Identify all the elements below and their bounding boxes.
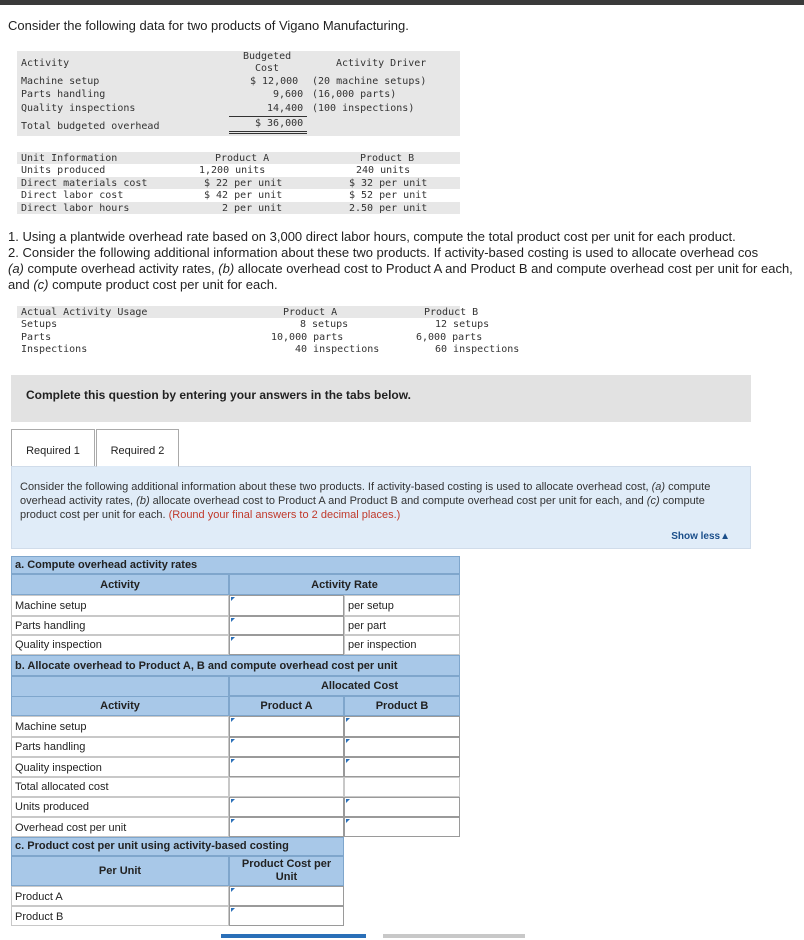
section-c-col-cost: [229, 856, 344, 886]
budget-total-double-rule-1: [229, 131, 307, 132]
section-c-title: c. Product cost per unit using activity-based costing: [11, 837, 344, 856]
alloc-row-label: Quality inspection: [11, 757, 229, 777]
usage-row-a: 10,000 parts: [271, 332, 344, 343]
budget-header-driver: Activity Driver: [336, 58, 427, 69]
rate-input-parts-handling[interactable]: [229, 616, 344, 635]
cost-input-product-b[interactable]: [229, 906, 344, 926]
usage-row-b: 60 inspections: [435, 344, 520, 355]
intro-text: Consider the following data for two products of Vigano Manufacturing.: [8, 18, 409, 33]
question-2-a: (a): [8, 261, 24, 276]
section-a-col-activity: Activity: [11, 574, 229, 595]
section-a-col-rate: Activity Rate: [229, 574, 460, 595]
unit-row-label: Direct materials cost: [21, 178, 148, 189]
budget-total-value: $ 36,000: [255, 118, 304, 129]
question-2: [8, 245, 804, 293]
instruction-b: (b): [136, 495, 150, 507]
rate-input-quality-inspection[interactable]: [229, 635, 344, 655]
unit-header-label: Unit Information: [21, 153, 118, 164]
question-2-a-text: compute overhead activity rates,: [23, 261, 219, 276]
section-b-allocated-cost: Allocated Cost: [229, 676, 460, 696]
question-1: 1. Using a plantwide overhead rate based on 3,000 direct labor hours, compute the total product cost per unit for each product.: [8, 229, 736, 244]
alloc-input-a-units-produced[interactable]: [229, 797, 344, 817]
budget-total-double-rule-2: [229, 133, 307, 134]
tab-required-1[interactable]: Required 1: [11, 429, 95, 467]
budget-row-cost: $ 12,000: [250, 76, 299, 87]
usage-header-a: Product A: [283, 307, 338, 318]
unit-header-b: Product B: [360, 153, 415, 164]
usage-row-b: 6,000 parts: [416, 332, 483, 343]
usage-header-label: Actual Activity Usage: [21, 307, 148, 318]
alloc-input-b-units-produced[interactable]: [344, 797, 460, 817]
question-2-main: 2. Consider the following additional information about these two products. If activity-based costing is used to allocate overhead cos: [8, 245, 759, 260]
complete-prompt-text: Complete this question by entering your answers in the tabs below.: [26, 388, 411, 402]
rounding-note: (Round your final answers to 2 decimal places.): [168, 509, 401, 521]
cost-row-label: Product A: [11, 886, 229, 906]
usage-header-b: Product B: [424, 307, 479, 318]
alloc-input-b-parts-handling[interactable]: [344, 737, 460, 757]
budget-total-rule: [229, 116, 307, 117]
next-button-edge[interactable]: [383, 934, 525, 938]
unit-row-label: Direct labor hours: [21, 203, 130, 214]
alloc-input-a-quality-inspection[interactable]: [229, 757, 344, 777]
section-b-col-b: Product B: [344, 696, 460, 716]
tab-required-2[interactable]: Required 2: [96, 429, 179, 467]
alloc-row-label: Parts handling: [11, 737, 229, 757]
section-c-col-cost-line1: Product Cost per: [241, 858, 332, 870]
instruction-c-text: compute product cost per unit for each.: [20, 495, 705, 521]
usage-row-label: Parts: [21, 332, 52, 343]
rate-input-machine-setup[interactable]: [229, 595, 344, 616]
alloc-row-label: Total allocated cost: [11, 777, 229, 797]
budget-total-label: Total budgeted overhead: [21, 121, 160, 132]
unit-row-label: Direct labor cost: [21, 190, 124, 201]
budget-header-activity: Activity: [21, 58, 70, 69]
usage-row-label: Setups: [21, 319, 58, 330]
unit-row-b: $ 52 per unit: [349, 190, 428, 201]
cost-row-label: Product B: [11, 906, 229, 926]
question-2-c-text: compute product cost per unit for each.: [48, 277, 278, 292]
section-a-title: a. Compute overhead activity rates: [11, 556, 460, 574]
unit-row-b: 240 units: [356, 165, 411, 176]
instruction-b-text: allocate overhead cost to Product A and Product B and compute overhead cost per unit for each, and: [149, 495, 647, 507]
question-2-c: (c): [33, 277, 49, 292]
instruction-a-text: compute overhead activity rates,: [20, 481, 711, 507]
budget-row-activity: Parts handling: [21, 89, 106, 100]
instruction-pre: Consider the following additional information about these two products. If activity-based costing is used to allocate overhead cost,: [20, 481, 652, 493]
instruction-c: (c): [646, 495, 660, 507]
instruction-panel: [11, 466, 751, 549]
alloc-total-a: [229, 777, 344, 797]
budget-row-activity: Machine setup: [21, 76, 100, 87]
alloc-total-b: [344, 777, 460, 797]
show-less-link[interactable]: Show less▲: [671, 531, 730, 542]
alloc-row-label: Overhead cost per unit: [11, 817, 229, 837]
alloc-row-label: Units produced: [11, 797, 229, 817]
section-c-col-per-unit: Per Unit: [11, 856, 229, 886]
budget-row-driver: (16,000 parts): [312, 89, 397, 100]
top-bar: [0, 0, 804, 5]
alloc-input-a-overhead-per-unit[interactable]: [229, 817, 344, 837]
question-2-b-text: allocate overhead cost to Product A and Product B and compute overhead cost per unit for each, and: [8, 261, 793, 292]
budget-row-driver: (20 machine setups): [312, 76, 427, 87]
section-c-col-cost-line2: Unit: [275, 871, 298, 883]
unit-row-b: $ 32 per unit: [349, 178, 428, 189]
unit-row-a: $ 42 per unit: [204, 190, 283, 201]
unit-header-a: Product A: [215, 153, 270, 164]
rate-unit: per inspection: [344, 635, 460, 655]
unit-row-a: $ 22 per unit: [204, 178, 283, 189]
budget-header-cost-1: Budgeted: [243, 51, 292, 62]
alloc-row-label: Machine setup: [11, 716, 229, 737]
usage-row-a: 8 setups: [300, 319, 349, 330]
instruction-text: [20, 480, 740, 522]
section-b-title: b. Allocate overhead to Product A, B and compute overhead cost per unit: [11, 655, 460, 676]
rate-row-label: Machine setup: [11, 595, 229, 616]
budget-row-driver: (100 inspections): [312, 103, 415, 114]
section-b-col-a: Product A: [229, 696, 344, 716]
rate-unit: per setup: [344, 595, 460, 616]
budget-row-activity: Quality inspections: [21, 103, 136, 114]
budget-header-cost-2: Cost: [255, 63, 280, 74]
budget-row-cost: 14,400: [267, 103, 304, 114]
usage-row-b: 12 setups: [435, 319, 490, 330]
unit-row-b: 2.50 per unit: [349, 203, 428, 214]
alloc-input-b-quality-inspection[interactable]: [344, 757, 460, 777]
usage-row-a: 40 inspections: [295, 344, 380, 355]
cost-input-product-a[interactable]: [229, 886, 344, 906]
alloc-input-b-machine-setup[interactable]: [344, 716, 460, 737]
alloc-input-a-machine-setup[interactable]: [229, 716, 344, 737]
budget-row-cost: 9,600: [273, 89, 304, 100]
unit-row-a: 1,200 units: [199, 165, 266, 176]
alloc-input-a-parts-handling[interactable]: [229, 737, 344, 757]
unit-row-a: 2 per unit: [222, 203, 283, 214]
rate-unit: per part: [344, 616, 460, 635]
rate-row-label: Quality inspection: [11, 635, 229, 655]
instruction-a: (a): [651, 481, 666, 493]
prev-button-edge[interactable]: [221, 934, 366, 938]
complete-prompt-box: [11, 375, 751, 422]
usage-row-label: Inspections: [21, 344, 88, 355]
rate-row-label: Parts handling: [11, 616, 229, 635]
alloc-input-b-overhead-per-unit[interactable]: [344, 817, 460, 837]
section-b-col-activity: Activity: [11, 696, 229, 716]
unit-row-label: Units produced: [21, 165, 106, 176]
question-2-b: (b): [218, 261, 235, 276]
